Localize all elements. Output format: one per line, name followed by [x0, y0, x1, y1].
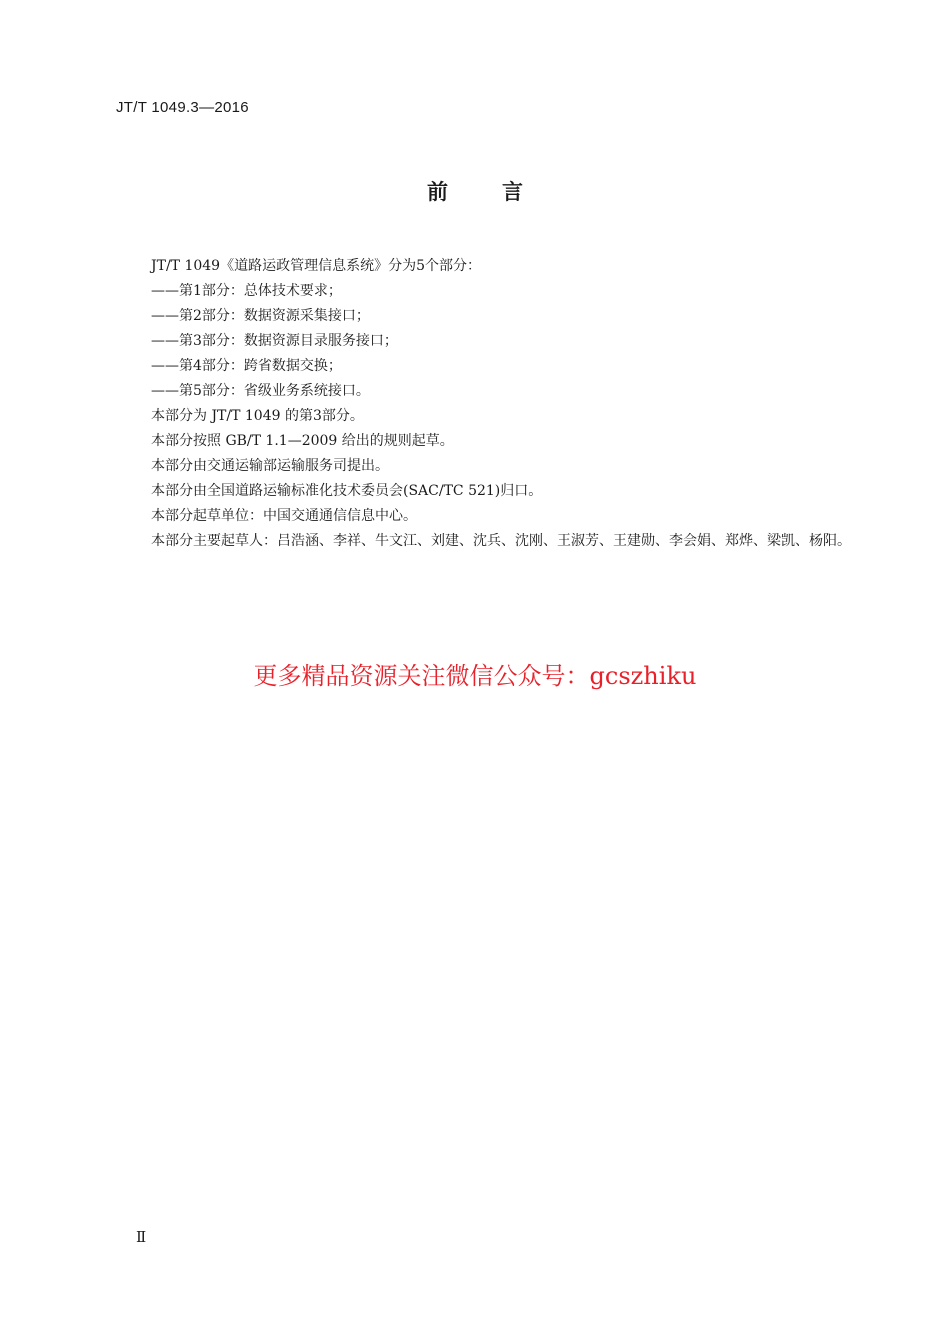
page-number: Ⅱ	[136, 1228, 147, 1246]
paragraph-part-2: ——第2部分：数据资源采集接口；	[151, 308, 370, 324]
paragraph-part-4: ——第4部分：跨省数据交换；	[151, 358, 342, 374]
page-title: 前言	[427, 180, 577, 204]
paragraph-part-5: ——第5部分：省级业务系统接口。	[151, 383, 370, 399]
standard-code: JT/T 1049.3—2016	[116, 99, 249, 116]
paragraph-drafters: 本部分主要起草人：吕浩涵、李祥、牛文江、刘建、沈兵、沈刚、王淑芳、王建勋、李会娟、郑烨、梁凯、杨阳。	[151, 533, 851, 549]
paragraph-parts-intro: JT/T 1049《道路运政管理信息系统》分为5个部分：	[151, 258, 481, 274]
paragraph-this-part: 本部分为 JT/T 1049 的第3部分。	[151, 408, 364, 424]
paragraph-part-1: ——第1部分：总体技术要求；	[151, 283, 342, 299]
watermark-text: 更多精品资源关注微信公众号：gcszhiku	[253, 662, 697, 690]
paragraph-centralized-by: 本部分由全国道路运输标准化技术委员会(SAC/TC 521)归口。	[151, 483, 543, 499]
paragraph-drafting-rules: 本部分按照 GB/T 1.1—2009 给出的规则起草。	[151, 433, 454, 449]
paragraph-proposed-by: 本部分由交通运输部运输服务司提出。	[151, 458, 389, 474]
paragraph-drafting-unit: 本部分起草单位：中国交通通信信息中心。	[151, 508, 417, 524]
paragraph-part-3: ——第3部分：数据资源目录服务接口；	[151, 333, 398, 349]
foreword-body	[120, 254, 860, 554]
